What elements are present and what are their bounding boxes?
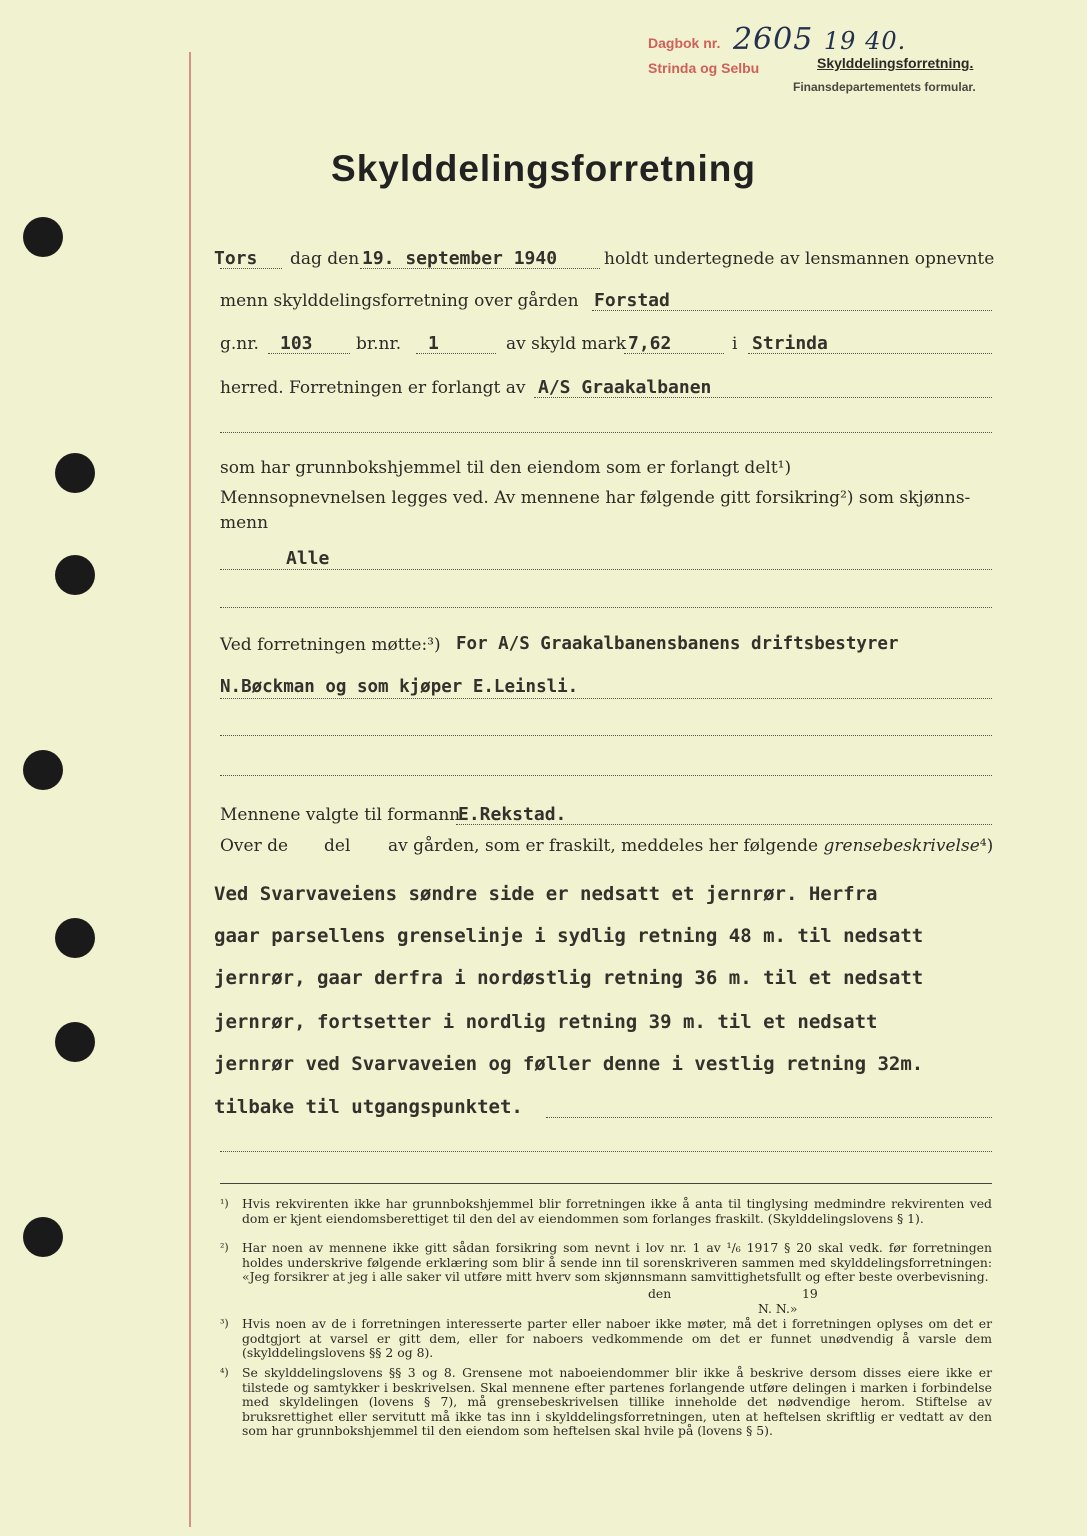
description-line: jernrør, fortsetter i nordlig retning 39 m. til et nedsatt [214,1011,878,1033]
dotted-line [534,397,992,398]
footnote-den: den [648,1286,672,1301]
dotted-line [416,353,496,354]
requester-value: A/S Graakalbanen [538,377,712,398]
dagbok-number-value: 2605 [733,22,814,57]
margin-rule [189,52,191,1527]
grunnbok-text-3: menn [220,513,269,533]
footnote-text: Hvis rekvirenten ikke har grunnbokshjemmel blir forretningen ikke å anta til tinglysing medmindre rekvirenten ved dom er kjent eiendomsberettiget til den del av eiendommen som forlanges fraskilt. (Skylddelingslovens § 1). [242,1196,992,1226]
description-line: jernrør, gaar derfra i nordøstlig retning 36 m. til et nedsatt [214,967,924,989]
gnr-line [220,333,992,363]
dotted-line [220,698,992,699]
blank-line [220,432,992,433]
gnr-value: 103 [280,333,313,354]
formann-value: E.Rekstad. [458,804,567,825]
footnote-rule [220,1183,992,1184]
footnote-ref: ⁴) [979,836,994,856]
date-line [214,248,995,278]
footnote-2-sign [220,1287,992,1302]
footnote-3 [220,1317,992,1361]
footnote-mark: ¹) [220,1197,229,1210]
mote-value-2: N.Bøckman og som kjøper E.Leinsli. [220,677,579,697]
day-value: Tors [214,248,258,269]
grunnbok-text-2: Mennsopnevnelsen legges ved. Av mennene har følgende gitt forsikring²) som skjønns- [220,488,971,508]
dotted-line [624,353,724,354]
dagbok-year: 19 40. [823,27,907,55]
dotted-line [220,569,992,570]
court-name: Strinda og Selbu [648,60,760,76]
blank-line [220,607,992,608]
footnote-text: Hvis noen av de i forretningen interesserte parter eller naboer ikke møter, må det i forretningen oplyses om det er godtgjort at varsel er gitt dem, eller for naboers vedkommende om det er funnet unødvendig å varsle dem (skylddelingslovens §§ 2 og 8). [242,1316,992,1361]
dotted-line [546,1117,992,1118]
form-source: Finansdepartementets formular. [793,80,976,94]
mote-line-2 [220,677,992,707]
brnr-value: 1 [428,333,439,354]
binder-hole [23,1217,63,1257]
i-label: i [732,334,738,354]
binder-hole [23,217,63,257]
blank-line [220,735,992,736]
dotted-line [456,824,992,825]
dotted-line [220,268,282,269]
del-label: del [324,836,351,856]
gnr-label: g.nr. [220,334,259,354]
grunnbok-text-1: som har grunnbokshjemmel til den eiendom som er forlangt delt¹) [220,458,792,478]
footnote-2-nn [220,1302,992,1317]
over-rest-text: av gården, som er fraskilt, meddeles her følgende [388,836,819,856]
footnote-1 [220,1197,992,1226]
farm-line [220,290,992,320]
menn-label: menn skylddelingsforretning over gården [220,291,579,311]
page-title: Skylddelingsforretning [331,148,756,189]
skyld-label: av skyld mark [506,334,627,354]
footnote-text: Har noen av mennene ikke gitt sådan forsikring som nevnt i lov nr. 1 av ¹/₆ 1917 § 20 skal vedk. før forretningen holdes underskrive følgende erklæring som blir å sende inn til sorenskriveren sammen med skylddelingsforretningen: «Jeg forsikrer at jeg i alle saker vil utføre mitt hverv som skjønnsmann samvittighetsfullt og efter beste overbevisning. [242,1240,992,1285]
footnote-signature: N. N.» [758,1301,798,1316]
forsikring-line [220,548,992,578]
brnr-label: br.nr. [356,334,402,354]
formann-label: Mennene valgte til formann [220,805,461,825]
description-line: gaar parsellens grenselinje i sydlig retning 48 m. til nedsatt [214,925,924,947]
footnote-text: Se skylddelingslovens §§ 3 og 8. Grensene mot naboeiendommer blir ikke å beskrive dersom disses eiere ikke er tilstede og samtykker i beskrivelsen. Skal mennene efter partenes forlangende utføre delingen i marken i forbindelse med skyldelingen (lovens § 7), må grensebeskrivelsen tillike inneholde det nødvendige herom. Stiftelse av bruksrettighet eller servitutt må ikke tas inn i skylddelingsforretningen, uten at heftelsen skriftlig er vedtatt av den som har grunnbokshjemmel til den eiendom som heftelsen skal hvile på (lovens § 5). [242,1365,992,1439]
skyld-value: 7,62 [628,333,672,354]
over-line [220,835,992,865]
farm-value: Forstad [594,290,670,311]
binder-hole [23,750,63,790]
mote-label: Ved forretningen møtte:³) [220,635,441,655]
dotted-line [592,310,992,311]
dagbok-number [733,22,906,57]
blank-line [220,775,992,776]
dagbok-label: Dagbok nr. [648,35,721,51]
description-line: Ved Svarvaveiens søndre side er nedsatt et jernrør. Herfra [214,883,878,905]
over-label: Over de [220,836,289,856]
binder-hole [55,918,95,958]
footnote-mark: ³) [220,1317,229,1330]
dotted-line [748,353,992,354]
mote-value-1: For A/S Graakalbanensbanens driftsbestyrer [456,634,899,654]
blank-line [220,1151,992,1152]
footnote-4 [220,1366,992,1439]
footnote-2 [220,1241,992,1285]
document-type: Skylddelingsforretning. [817,55,974,71]
binder-hole [55,453,95,493]
place-value: Strinda [752,333,828,354]
description-line: tilbake til utgangspunktet. [214,1096,523,1118]
mote-line [220,634,992,664]
formann-line [220,804,992,834]
dotted-line [268,353,350,354]
forsikring-value: Alle [286,548,330,569]
footnote-mark: ²) [220,1241,229,1254]
over-rest-label [388,836,993,856]
binder-hole [55,1022,95,1062]
requester-line [220,377,992,407]
dag-den-label: dag den [290,249,360,269]
footnote-year: 19 [802,1286,818,1301]
herred-label: herred. Forretningen er forlangt av [220,378,526,398]
dotted-line [360,268,600,269]
binder-hole [55,555,95,595]
holdt-label: holdt undertegnede av lensmannen opnevnte [604,249,995,269]
grensebeskrivelse-label: grensebeskrivelse [823,836,980,856]
description-line: jernrør ved Svarvaveien og føller denne i vestlig retning 32m. [214,1053,924,1075]
date-value: 19. september 1940 [362,248,558,269]
footnote-mark: ⁴) [220,1366,229,1379]
